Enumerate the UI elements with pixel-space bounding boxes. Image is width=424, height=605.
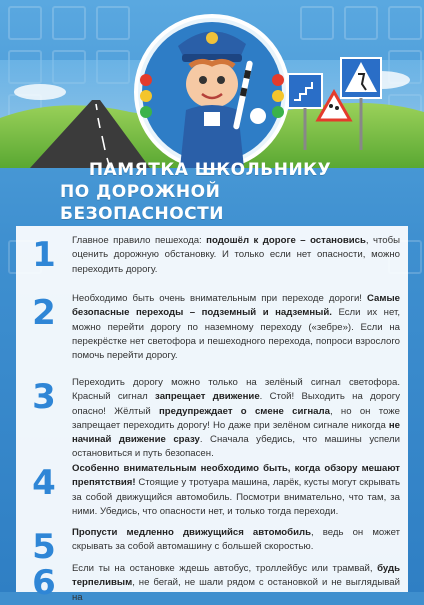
rule-item xyxy=(16,234,408,277)
title-line-2: ПО ДОРОЖНОЙ БЕЗОПАСНОСТИ xyxy=(60,182,224,224)
rule-text-bold: подошёл к дороге – остановись xyxy=(206,235,366,246)
rule-number: 5 xyxy=(32,527,56,567)
rule-item xyxy=(16,526,408,567)
rule-number: 1 xyxy=(32,235,56,275)
rule-item xyxy=(16,376,408,462)
rule-number: 6 xyxy=(32,563,56,603)
rule-item xyxy=(16,562,408,605)
rule-text-run: . Стой! Выходить на дорогу опасно! Жёлтый xyxy=(72,391,400,417)
rule-text-run: , но он тоже запрещает переходить дорогу! Но даже при зелёном сигнале никогда xyxy=(72,405,401,431)
rule-text-bold: Пропусти медленно движущийся автомобиль xyxy=(72,527,311,538)
rule-text-bold: будь терпеливым xyxy=(72,563,400,589)
rule-text-run: Переходить дорогу можно только на зелёный сигнал светофора. Красный сигнал xyxy=(72,377,400,403)
rule-item xyxy=(16,292,408,363)
rule-number: 4 xyxy=(32,463,56,503)
rule-text-bold: предупреждает о смене сигнала xyxy=(158,405,330,417)
rule-text-run: . Сначала убедись, что машины успели остановиться и путь безопасен. xyxy=(72,434,401,460)
rule-text-run: , чтобы оценить дорожную обстановку. И только если нет опасности, можно переходить дорогу. xyxy=(72,235,400,275)
rule-text-run: Если их нет, можно перейти дорогу по наземному переходу («зебре»). Если на перекрёстке нет светофора и пешеходного перехода, попроси взрослого помочь перейти дорогу. xyxy=(72,307,400,362)
rule-text-bold: Самые безопасные переходы – подземный и надземный. xyxy=(72,293,400,319)
rule-text-run: Стоящие у тротуара машина, ларёк, кусты могут скрывать за собой движущийся автомобиль. Посмотри внимательно, что там, за ними. Убедись, что опасности нет, и только тогда переходи. xyxy=(72,477,400,517)
rule-text-run: Необходимо быть очень внимательным при переходе дороги! xyxy=(72,293,367,304)
rule-text xyxy=(72,562,408,605)
rule-text-run: , не бегай, не шали рядом с остановкой и не выглядывай на xyxy=(72,577,400,603)
rule-item xyxy=(16,462,408,519)
rule-number: 3 xyxy=(32,377,56,417)
rule-text xyxy=(72,234,408,277)
rule-text-bold: Особенно внимательным необходимо быть, когда обзору мешают препятствия! xyxy=(72,463,400,489)
rule-text-bold: не начинай движение сразу xyxy=(72,419,400,446)
header-illustration xyxy=(0,0,424,168)
title-line-1: ПАМЯТКА ШКОЛЬНИКУ xyxy=(88,160,332,180)
rule-text xyxy=(72,292,408,363)
rule-text-bold: запрещает движение xyxy=(155,391,260,403)
rules-list xyxy=(16,226,408,603)
rule-text-run: Главное правило пешехода: xyxy=(72,235,207,246)
rule-text-run: , ведь он может скрывать за собой автомашину с большей скоростью. xyxy=(72,527,400,553)
rule-number: 2 xyxy=(32,293,56,333)
rule-text-run: Если ты на остановке ждешь автобус, троллейбус или трамвай, xyxy=(72,563,378,574)
rule-text xyxy=(72,462,408,519)
memo-title xyxy=(60,160,360,224)
rule-text xyxy=(72,526,408,564)
rule-text xyxy=(72,376,408,462)
